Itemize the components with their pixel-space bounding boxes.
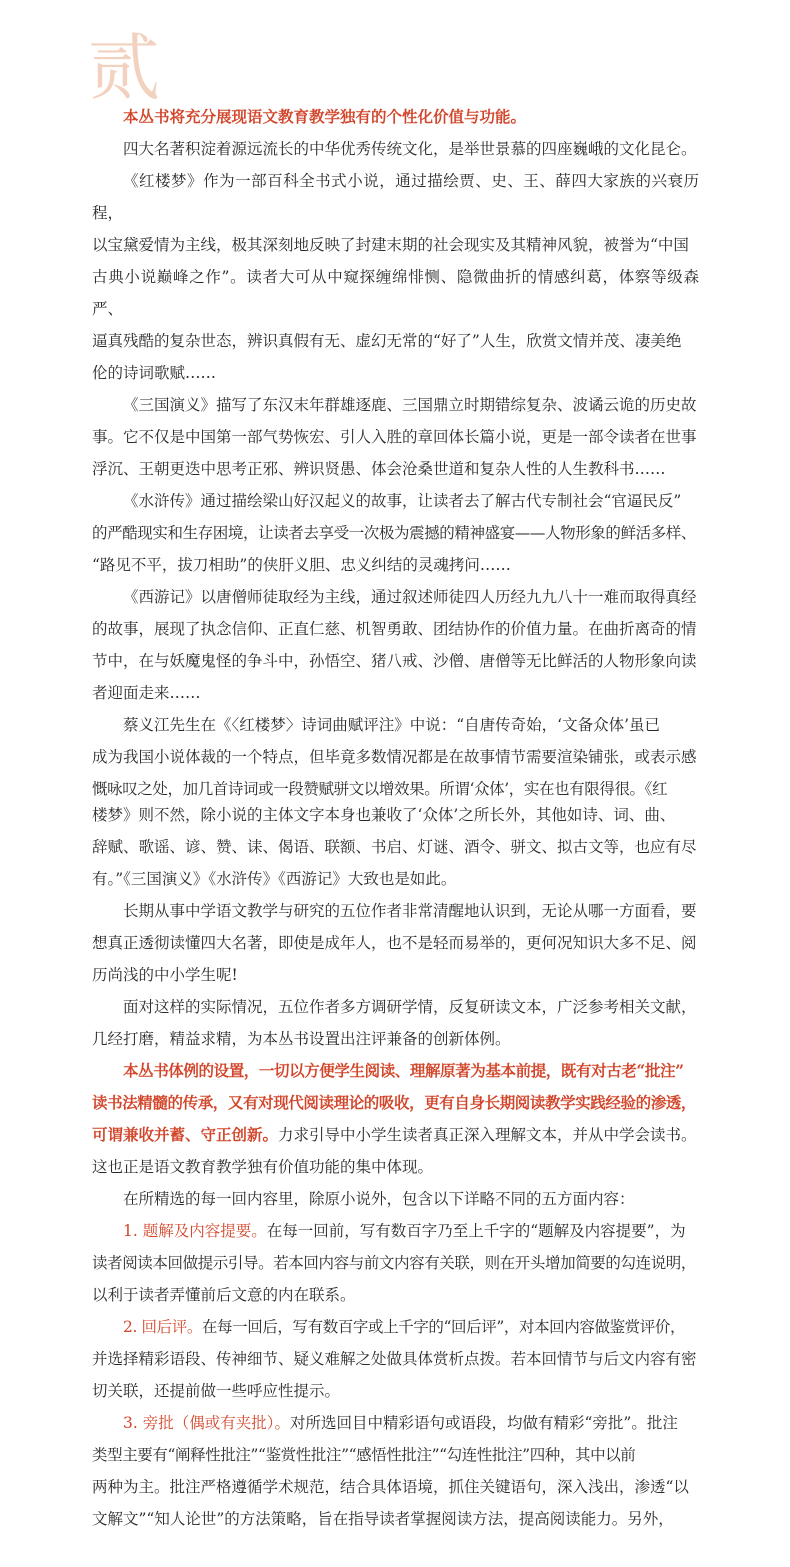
line: 本丛书体例的设置，一切以方便学生阅读、理解原著为基本前提，既有对古老“批注”: [123, 1061, 684, 1080]
line: 这也正是语文教育教学独有价值功能的集中体现。: [92, 1158, 434, 1176]
item-label: 2. 回后评。: [123, 1318, 202, 1336]
line: 逼真残酷的复杂世态，辨识真假有无、虚幻无常的“好了”人生，欣赏文情并茂、凄美绝: [92, 332, 682, 350]
line: 读者阅读本回做提示引导。若本回内容与前文内容有关联，则在开头增加简要的勾连说明，: [92, 1254, 697, 1272]
para-four-classics: 四大名著积淀着源远流长的中华优秀传统文化，是举世景慕的四座巍峨的文化昆仑。: [123, 140, 697, 158]
text-block-bottom: [92, 799, 699, 1535]
line: 的故事，展现了执念信仰、正直仁慈、机智勇敢、团结协作的价值力量。在曲折离奇的情: [92, 620, 697, 638]
line: 《西游记》以唐僧师徒取经为主线，通过叙述师徒四人历经九九八十一难而取得真经: [123, 588, 697, 606]
line: 节中，在与妖魔鬼怪的争斗中，孙悟空、猪八戒、沙僧、唐僧等无比鲜活的人物形象向读: [92, 652, 697, 670]
item-1-intro-summary: [92, 1215, 699, 1311]
line: 浮沉、王朝更迭中思考正邪、辨识贤愚、体会沧桑世道和复杂人性的人生教科书……: [92, 460, 666, 478]
line: 楼梦》则不然，除小说的主体文字本身也兼收了‘众体’之所长外，其他如诗、词、曲、: [92, 806, 676, 824]
line: 事。它不仅是中国第一部气势恢宏、引人入胜的章回体长篇小说，更是一部令读者在世事: [92, 428, 697, 446]
text: 在每一回前，写有数百字乃至上千字的“题解及内容提要”，为: [266, 1222, 686, 1240]
item-2-post-review: [92, 1311, 699, 1407]
section-numeral: 贰: [88, 26, 161, 110]
para-shuihu: [92, 485, 699, 581]
line: 读书法精髓的传承，又有对现代阅读理论的吸收，更有自身长期阅读教学实践经验的渗透，: [92, 1093, 697, 1112]
line: 伦的诗词歌赋……: [92, 364, 217, 382]
para-xiyouji: [92, 581, 699, 709]
line: 以宝黛爱情为主线，极其深刻地反映了封建末期的社会现实及其精神风貌，被誉为“中国: [92, 236, 689, 254]
line: 古典小说巅峰之作”。读者大可从中窥探缠绵悱恻、隐微曲折的情感纠葛，体察等级森严、: [92, 268, 699, 318]
line: [92, 1119, 699, 1151]
line: 有。”《三国演义》《水浒传》《西游记》大致也是如此。: [92, 870, 457, 888]
line: 慨咏叹之处，加几首诗词或一段赞赋骈文以增效果。所谓‘众体’，实在也有限得很。《红: [92, 780, 668, 798]
para-authors-recognize: [92, 895, 699, 991]
text: 力求引导中小学生读者真正深入理解文本，并从中学会读书。: [278, 1126, 697, 1144]
line: 《红楼梦》作为一部百科全书式小说，通过描绘贾、史、王、薛四大家族的兴衰历程，: [92, 172, 699, 222]
line: 两种为主。批注严格遵循学术规范，结合具体语境，抓住关键语句，深入浅出，渗透“以: [92, 1478, 689, 1496]
text: 对所选回目中精彩语句或语段，均做有精彩“旁批”。批注: [289, 1414, 678, 1432]
line: 辞赋、歌谣、谚、赞、诔、偈语、联额、书启、灯谜、酒令、骈文、拟古文等，也应有尽: [92, 838, 697, 856]
line: 历尚浅的中小学生呢!: [92, 966, 238, 984]
line: 文解文”“知人论世”的方法策略，旨在指导读者掌握阅读方法，提高阅读能力。另外，: [92, 1510, 674, 1528]
line: 切关联，还提前做一些呼应性提示。: [92, 1382, 341, 1400]
highlight: 可谓兼收并蓄、守正创新。: [92, 1125, 279, 1144]
para-hongloumeng: [92, 165, 699, 389]
line: 《水浒传》通过描绘梁山好汉起义的故事，让读者去了解古代专制社会“官逼民反”: [123, 492, 682, 510]
item-label: 3. 旁批（偶或有夹批）。: [123, 1414, 290, 1432]
line: 长期从事中学语文教学与研究的五位作者非常清醒地认识到，无论从哪一方面看，要: [123, 902, 697, 920]
line: [92, 1215, 699, 1247]
headline-statement: 本丛书将充分展现语文教育教学独有的个性化价值与功能。: [123, 107, 527, 126]
line: 蔡义江先生在《〈红楼梦〉诗词曲赋评注》中说：“自唐传奇始，‘文备众体’虽已: [123, 716, 661, 734]
line: “路见不平，拔刀相助”的侠肝义胆、忠义纠结的灵魂拷问……: [92, 556, 511, 574]
text-block-top: [92, 101, 699, 805]
para-format-principle: [92, 1055, 699, 1183]
item-3-side-notes: [92, 1407, 699, 1535]
line: [92, 1311, 699, 1343]
line: 《三国演义》描写了东汉末年群雄逐鹿、三国鼎立时期错综复杂、波谲云诡的历史故: [123, 396, 697, 414]
line: [92, 1407, 699, 1439]
line: 几经打磨，精益求精，为本丛书设置出注评兼备的创新体例。: [92, 1030, 511, 1048]
line: 并选择精彩语段、传神细节、疑义难解之处做具体赏析点拨。若本回情节与后文内容有密: [92, 1350, 697, 1368]
line: 成为我国小说体裁的一个特点，但毕竟多数情况都是在故事情节需要渲染铺张，或表示感: [92, 748, 697, 766]
para-quote-continued: [92, 799, 699, 895]
line: 想真正透彻读懂四大名著，即使是成年人，也不是轻而易举的，更何况知识大多不足、阅: [92, 934, 697, 952]
line: 类型主要有“阐释性批注”“鉴赏性批注”“感悟性批注”“勾连性批注”四种，其中以前: [92, 1446, 636, 1464]
line: 的严酷现实和生存困境，让读者去享受一次极为震撼的精神盛宴——人物形象的鲜活多样、: [92, 524, 697, 542]
text: 在每一回后，写有数百字或上千字的“回后评”，对本回内容做鉴赏评价，: [201, 1318, 686, 1336]
item-label: 1. 题解及内容提要。: [123, 1222, 267, 1240]
para-sanguo: [92, 389, 699, 485]
para-cai-yijiang-quote: [92, 709, 699, 805]
line: 面对这样的实际情况，五位作者多方调研学情，反复研读文本，广泛参考相关文献，: [123, 998, 697, 1016]
para-five-aspects: 在所精选的每一回内容里，除原小说外，包含以下详略不同的五方面内容：: [123, 1190, 635, 1208]
line: 者迎面走来……: [92, 684, 201, 702]
line: 以利于读者弄懂前后文意的内在联系。: [92, 1286, 356, 1304]
para-authors-effort: [92, 991, 699, 1055]
